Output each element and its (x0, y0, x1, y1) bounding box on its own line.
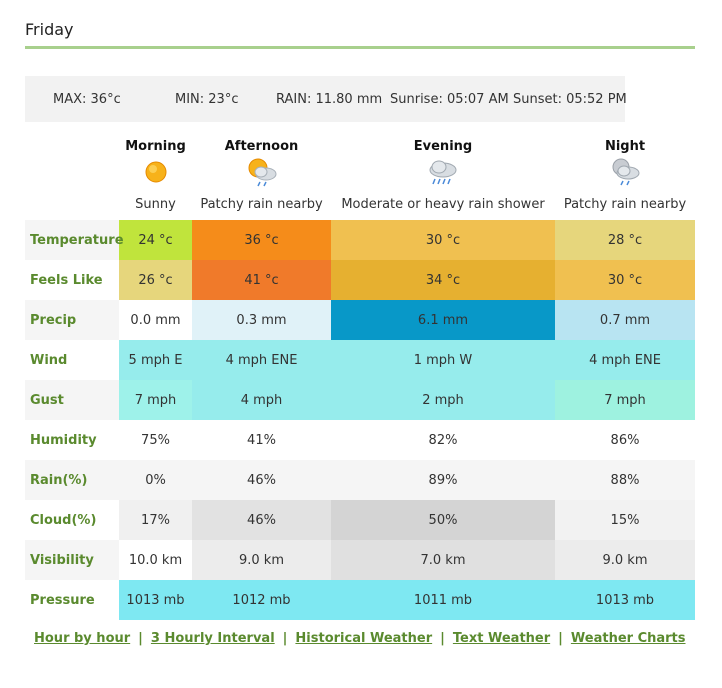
table-cell: 0.3 mm (192, 300, 331, 340)
table-row (25, 500, 695, 540)
table-cell: 41 °c (192, 260, 331, 300)
table-cell: 75% (119, 420, 192, 460)
row-label: Feels Like (25, 260, 119, 300)
row-label: Gust (25, 380, 119, 420)
forecast-rows (25, 220, 695, 620)
period-condition: Sunny (135, 197, 176, 212)
link-separator: | (440, 631, 445, 646)
period-name: Morning (125, 139, 186, 154)
link-separator: | (558, 631, 563, 646)
page-title: Friday (25, 20, 74, 39)
table-cell: 82% (331, 420, 555, 460)
table-row (25, 300, 695, 340)
table-cell: 26 °c (119, 260, 192, 300)
table-cell: 1 mph W (331, 340, 555, 380)
table-cell: 1013 mb (119, 580, 192, 620)
period-header-row (25, 130, 695, 220)
sunrise-time: Sunrise: 05:07 AM (390, 92, 509, 107)
table-cell: 34 °c (331, 260, 555, 300)
table-cell: 89% (331, 460, 555, 500)
table-cell: 24 °c (119, 220, 192, 260)
link-weather-charts[interactable]: Weather Charts (570, 631, 686, 646)
table-cell: 46% (192, 460, 331, 500)
table-cell: 30 °c (331, 220, 555, 260)
table-cell: 41% (192, 420, 331, 460)
table-cell: 7 mph (555, 380, 695, 420)
link-hour-by-hour[interactable]: Hour by hour (34, 631, 131, 646)
table-cell: 6.1 mm (331, 300, 555, 340)
sun-icon (138, 156, 174, 188)
table-cell: 36 °c (192, 220, 331, 260)
table-row (25, 380, 695, 420)
period-name: Evening (413, 139, 473, 154)
period-evening (331, 130, 555, 220)
row-label: Precip (25, 300, 119, 340)
table-row (25, 420, 695, 460)
cloud-heavy-rain-icon (425, 156, 461, 188)
table-cell: 86% (555, 420, 695, 460)
table-cell: 0.7 mm (555, 300, 695, 340)
period-condition: Patchy rain nearby (200, 197, 323, 212)
table-cell: 4 mph ENE (192, 340, 331, 380)
table-cell: 5 mph E (119, 340, 192, 380)
link-separator: | (138, 631, 143, 646)
min-temp: MIN: 23°c (175, 92, 239, 107)
moon-cloud-rain-icon (607, 156, 643, 188)
table-cell: 1012 mb (192, 580, 331, 620)
sunset-time: Sunset: 05:52 PM (513, 92, 627, 107)
row-label: Pressure (25, 580, 119, 620)
link-3-hourly-interval[interactable]: 3 Hourly Interval (150, 631, 275, 646)
title-divider (25, 46, 695, 49)
table-cell: 28 °c (555, 220, 695, 260)
period-night (555, 130, 695, 220)
period-name: Afternoon (224, 139, 299, 154)
table-row (25, 540, 695, 580)
table-cell: 10.0 km (119, 540, 192, 580)
rain-total: RAIN: 11.80 mm (276, 92, 383, 107)
row-label: Wind (25, 340, 119, 380)
table-cell: 88% (555, 460, 695, 500)
max-temp: MAX: 36°c (53, 92, 121, 107)
table-cell: 7.0 km (331, 540, 555, 580)
period-morning (119, 130, 192, 220)
table-cell: 7 mph (119, 380, 192, 420)
period-afternoon (192, 130, 331, 220)
day-summary-bar (25, 76, 625, 122)
table-cell: 0.0 mm (119, 300, 192, 340)
sun-cloud-rain-icon (244, 156, 280, 188)
table-cell: 30 °c (555, 260, 695, 300)
table-cell: 0% (119, 460, 192, 500)
table-cell: 9.0 km (192, 540, 331, 580)
table-cell: 15% (555, 500, 695, 540)
table-cell: 9.0 km (555, 540, 695, 580)
link-text-weather[interactable]: Text Weather (452, 631, 551, 646)
table-cell: 1011 mb (331, 580, 555, 620)
table-row (25, 340, 695, 380)
table-row (25, 460, 695, 500)
table-cell: 4 mph ENE (555, 340, 695, 380)
row-label: Humidity (25, 420, 119, 460)
forecast-table (25, 130, 695, 620)
row-label: Visibility (25, 540, 119, 580)
link-historical-weather[interactable]: Historical Weather (295, 631, 433, 646)
table-cell: 4 mph (192, 380, 331, 420)
header-spacer (25, 130, 119, 220)
period-name: Night (604, 139, 646, 154)
table-row (25, 580, 695, 620)
row-label: Cloud(%) (25, 500, 119, 540)
period-condition: Moderate or heavy rain shower (341, 197, 545, 212)
table-cell: 2 mph (331, 380, 555, 420)
row-label: Temperature (25, 220, 119, 260)
table-row (25, 220, 695, 260)
row-label: Rain(%) (25, 460, 119, 500)
forecast-links (34, 631, 686, 646)
table-cell: 1013 mb (555, 580, 695, 620)
table-cell: 46% (192, 500, 331, 540)
period-condition: Patchy rain nearby (563, 197, 687, 212)
table-cell: 17% (119, 500, 192, 540)
table-row (25, 260, 695, 300)
table-cell: 50% (331, 500, 555, 540)
link-separator: | (282, 631, 288, 646)
